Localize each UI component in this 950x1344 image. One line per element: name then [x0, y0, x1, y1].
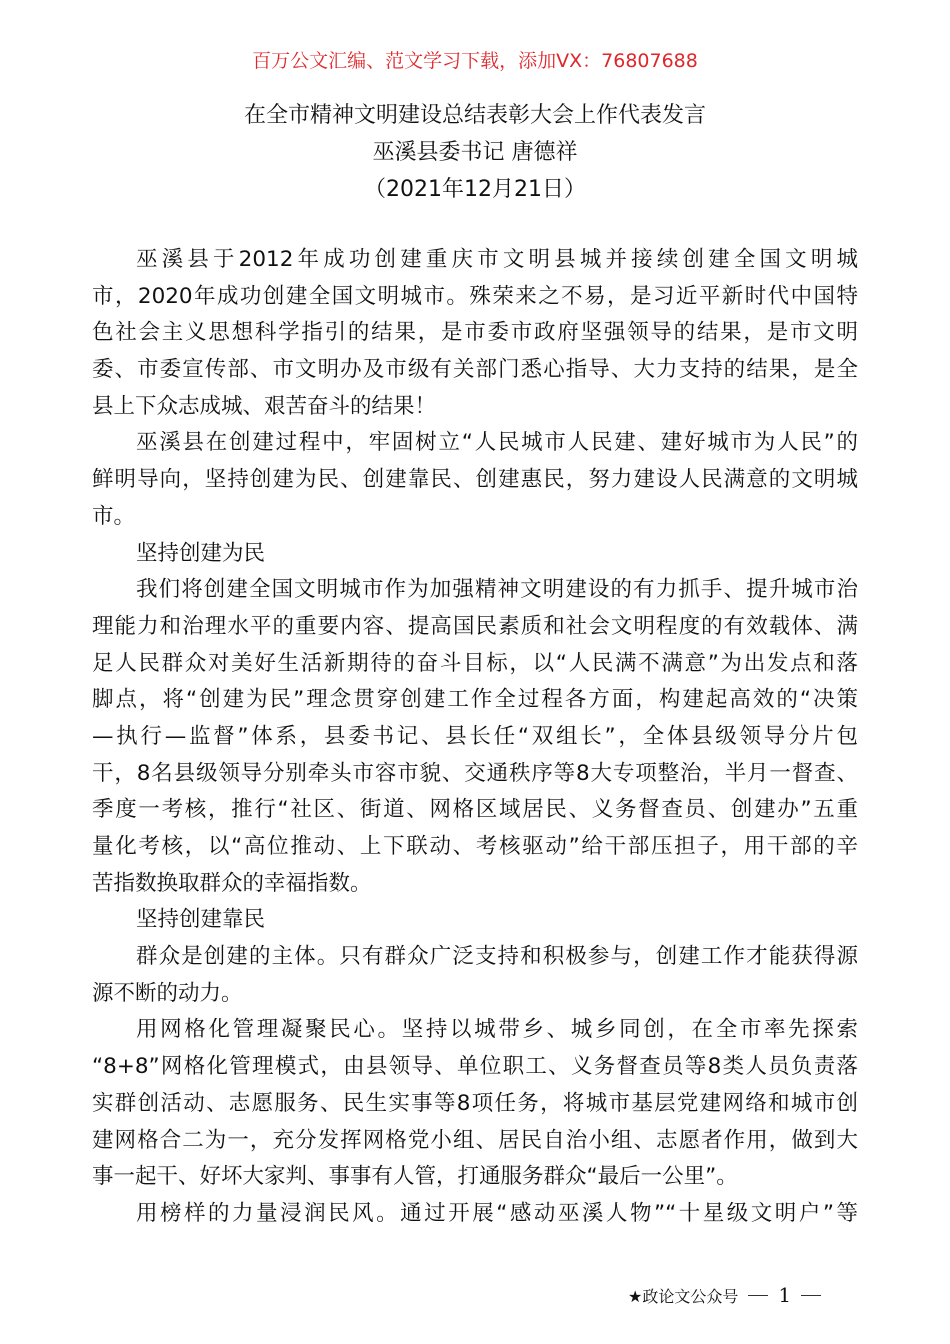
document-title: 在全市精神文明建设总结表彰大会上作代表发言 — [243, 103, 706, 128]
text-line: 用榜样的力量浸润民风。通过开展“感动巫溪人物”“十星级文明户”等 — [136, 1200, 858, 1226]
paragraph — [92, 242, 858, 425]
text-line: 季度一考核，推行“社区、街道、网格区域居民、义务督查员、创建办”五重 — [92, 797, 858, 823]
text-line: “8+8”网格化管理模式，由县领导、单位职工、义务督查员等8类人员负责落 — [92, 1054, 858, 1080]
footer-source: ★政论文公众号 — [628, 1286, 739, 1306]
text-line: 巫溪县于2012年成功创建重庆市文明县城并接续创建全国文明城 — [136, 247, 858, 272]
text-line: 事一起干、好坏大家判、事事有人管，打通服务群众“最后一公里”。 — [92, 1164, 738, 1190]
paragraph — [92, 1196, 858, 1233]
text-line: 委、市委宣传部、市文明办及市级有关部门悉心指导、大力支持的结果，是全 — [92, 357, 858, 383]
paragraph — [92, 1012, 858, 1195]
text-line: 市。 — [92, 503, 136, 529]
page-footer — [628, 1283, 821, 1307]
footer-dash-left — [748, 1295, 768, 1296]
text-line: 实群创活动、志愿服务、民生实事等8项任务，将城市基层党建网络和城市创 — [92, 1090, 858, 1116]
text-line: 我们将创建全国文明城市作为加强精神文明建设的有力抓手、提升城市治 — [136, 577, 858, 603]
watermark-banner: 百万公文汇编、范文学习下载，添加VX：76807688 — [252, 50, 698, 72]
text-line: 鲜明导向，坚持创建为民、创建靠民、创建惠民，努力建设人民满意的文明城 — [92, 467, 858, 493]
paragraph — [92, 939, 858, 1012]
text-line: 脚点，将“创建为民”理念贯穿创建工作全过程各方面，构建起高效的“决策 — [92, 687, 858, 713]
text-line: 理能力和治理水平的重要内容、提高国民素质和社会文明程度的有效载体、满 — [92, 613, 858, 639]
text-line: 坚持创建靠民 — [136, 907, 266, 933]
text-line: 源不断的动力。 — [92, 980, 243, 1006]
text-line: —执行—监督”体系，县委书记、县长任“双组长”，全体县级领导分片包 — [92, 723, 858, 749]
text-line: 建网格合二为一，充分发挥网格党小组、居民自治小组、志愿者作用，做到大 — [92, 1127, 858, 1153]
page-number: 1 — [778, 1283, 792, 1307]
paragraph — [92, 425, 858, 535]
text-line: 干，8名县级领导分别牵头市容市貌、交通秩序等8大专项整治，半月一督查、 — [92, 760, 858, 786]
text-line: 县上下众志成城、艰苦奋斗的结果！ — [92, 393, 437, 419]
section-heading — [92, 902, 858, 939]
text-line: 群众是创建的主体。只有群众广泛支持和积极参与，创建工作才能获得源 — [136, 944, 858, 970]
document-body — [92, 242, 858, 1233]
text-line: 色社会主义思想科学指引的结果，是市委市政府坚强领导的结果，是市文明 — [92, 320, 858, 346]
document-author: 巫溪县委书记 唐德祥 — [372, 140, 578, 165]
text-line: 坚持创建为民 — [136, 540, 266, 566]
document-date: （2021年12月21日） — [364, 177, 586, 202]
paragraph — [92, 572, 858, 902]
footer-dash-right — [801, 1295, 821, 1296]
section-heading — [92, 536, 858, 573]
text-line: 巫溪县在创建过程中，牢固树立“人民城市人民建、建好城市为人民”的 — [136, 430, 858, 456]
text-line: 量化考核，以“高位推动、上下联动、考核驱动”给干部压担子，用干部的辛 — [92, 834, 858, 859]
text-line: 市，2020年成功创建全国文明城市。殊荣来之不易，是习近平新时代中国特 — [92, 283, 858, 309]
text-line: 苦指数换取群众的幸福指数。 — [92, 870, 372, 896]
text-line: 用网格化管理凝聚民心。坚持以城带乡、城乡同创，在全市率先探索 — [136, 1017, 858, 1043]
text-line: 足人民群众对美好生活新期待的奋斗目标，以“人民满不满意”为出发点和落 — [92, 650, 858, 676]
